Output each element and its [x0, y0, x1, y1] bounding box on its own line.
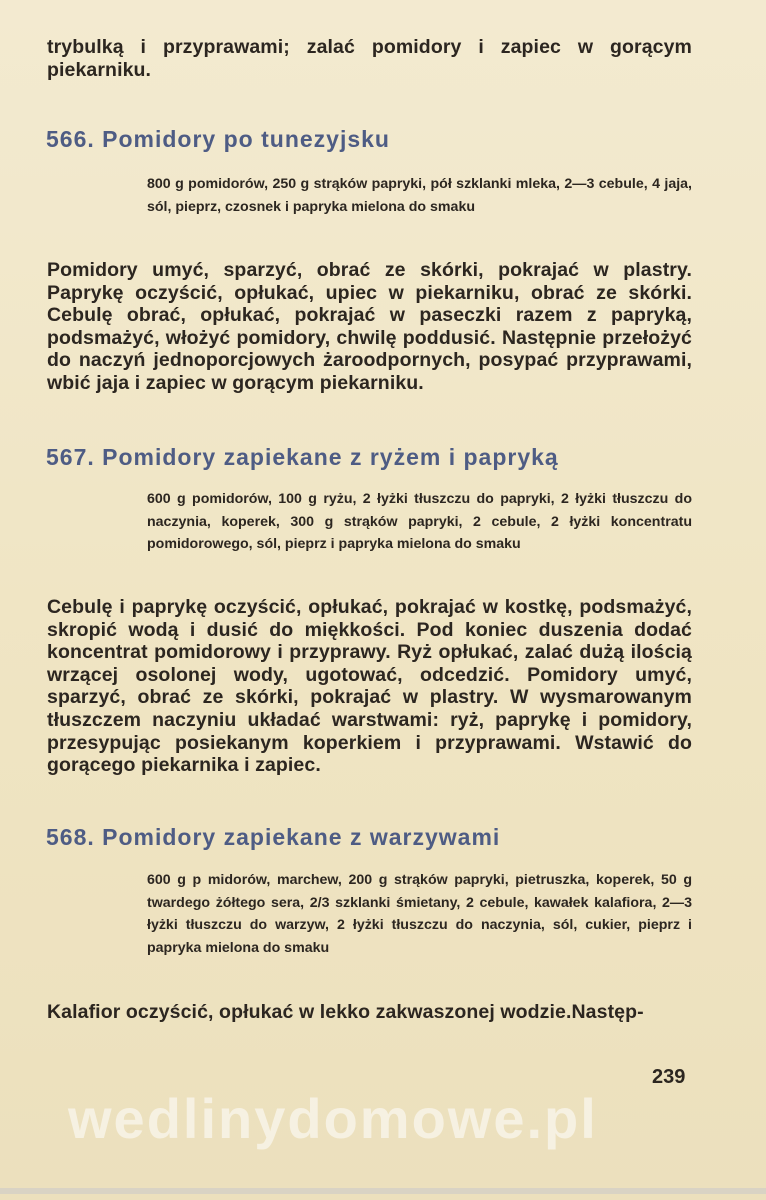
recipe-heading-567	[46, 444, 559, 471]
method-567: Cebulę i paprykę oczyścić, opłukać, pokrajać w kostkę, podsmażyć, skropić wodą i dusić do miękkości. Pod koniec duszenia dodać koncentrat pomidorowy i przyprawy. Ryż opłukać, zalać dużą ilością wrzącej osolonej wody, ugotować, odcedzić. Pomidory umyć, sparzyć, obrać ze skórki, pokrajać w plastry. W wysmarowanym tłuszczem naczyniu układać warstwami: ryż, paprykę i pomidory, przesypując posiekanym koperkiem i przyprawami. Wstawić do gorącego piekarnika i zapiec.	[47, 596, 692, 777]
method-566: Pomidory umyć, sparzyć, obrać ze skórki, pokrajać w plastry. Paprykę oczyścić, opłukać, upiec w piekarniku, obrać ze skórki. Cebulę obrać, opłukać, pokrajać w paseczki razem z papryką, podsmażyć, włożyć pomidory, chwilę poddusić. Następnie przełożyć do naczyń jednoporcjowych żaroodpornych, posypać przyprawami, wbić jaja i zapiec w gorącym piekarniku.	[47, 259, 692, 394]
ingredients-566: 800 g pomidorów, 250 g strąków papryki, pół szklanki mleka, 2—3 cebule, 4 jaja, sól, pieprz, czosnek i papryka mielona do smaku	[147, 176, 692, 215]
intro-paragraph: trybulką i przyprawami; zalać pomidory i zapiec w gorącym piekarniku.	[47, 36, 692, 81]
ingredients-567: 600 g pomidorów, 100 g ryżu, 2 łyżki tłuszczu do papryki, 2 łyżki tłuszczu do naczynia, koperek, 300 g strąków papryki, 2 cebule, 2 łyżki koncentratu pomidorowego, sól, pieprz i papryka mielona do smaku	[147, 491, 692, 553]
recipe-heading-566	[46, 126, 390, 153]
recipe-title: Pomidory zapiekane z warzywami	[102, 824, 501, 850]
watermark: wedlinydomowe.pl	[68, 1087, 598, 1150]
recipe-number: 568.	[46, 824, 95, 850]
recipe-heading-568	[46, 824, 500, 851]
method-568: Kalafior oczyścić, opłukać w lekko zakwaszonej wodzie.Następ-	[47, 1001, 644, 1023]
recipe-number: 567.	[46, 444, 95, 470]
ingredients-568: 600 g p midorów, marchew, 200 g strąków papryki, pietruszka, koperek, 50 g twardego żółtego sera, 2/3 szklanki śmietany, 2 cebule, kawałek kalafiora, 2—3 łyżki tłuszczu do warzyw, 2 łyżki tłuszczu do naczynia, sól, cukier, pieprz i papryka mielona do smaku	[147, 872, 692, 956]
recipe-number: 566.	[46, 126, 95, 152]
page-number: 239	[652, 1066, 686, 1088]
recipe-title: Pomidory po tunezyjsku	[102, 126, 390, 152]
page-edge	[0, 1188, 766, 1194]
recipe-title: Pomidory zapiekane z ryżem i papryką	[102, 444, 559, 470]
